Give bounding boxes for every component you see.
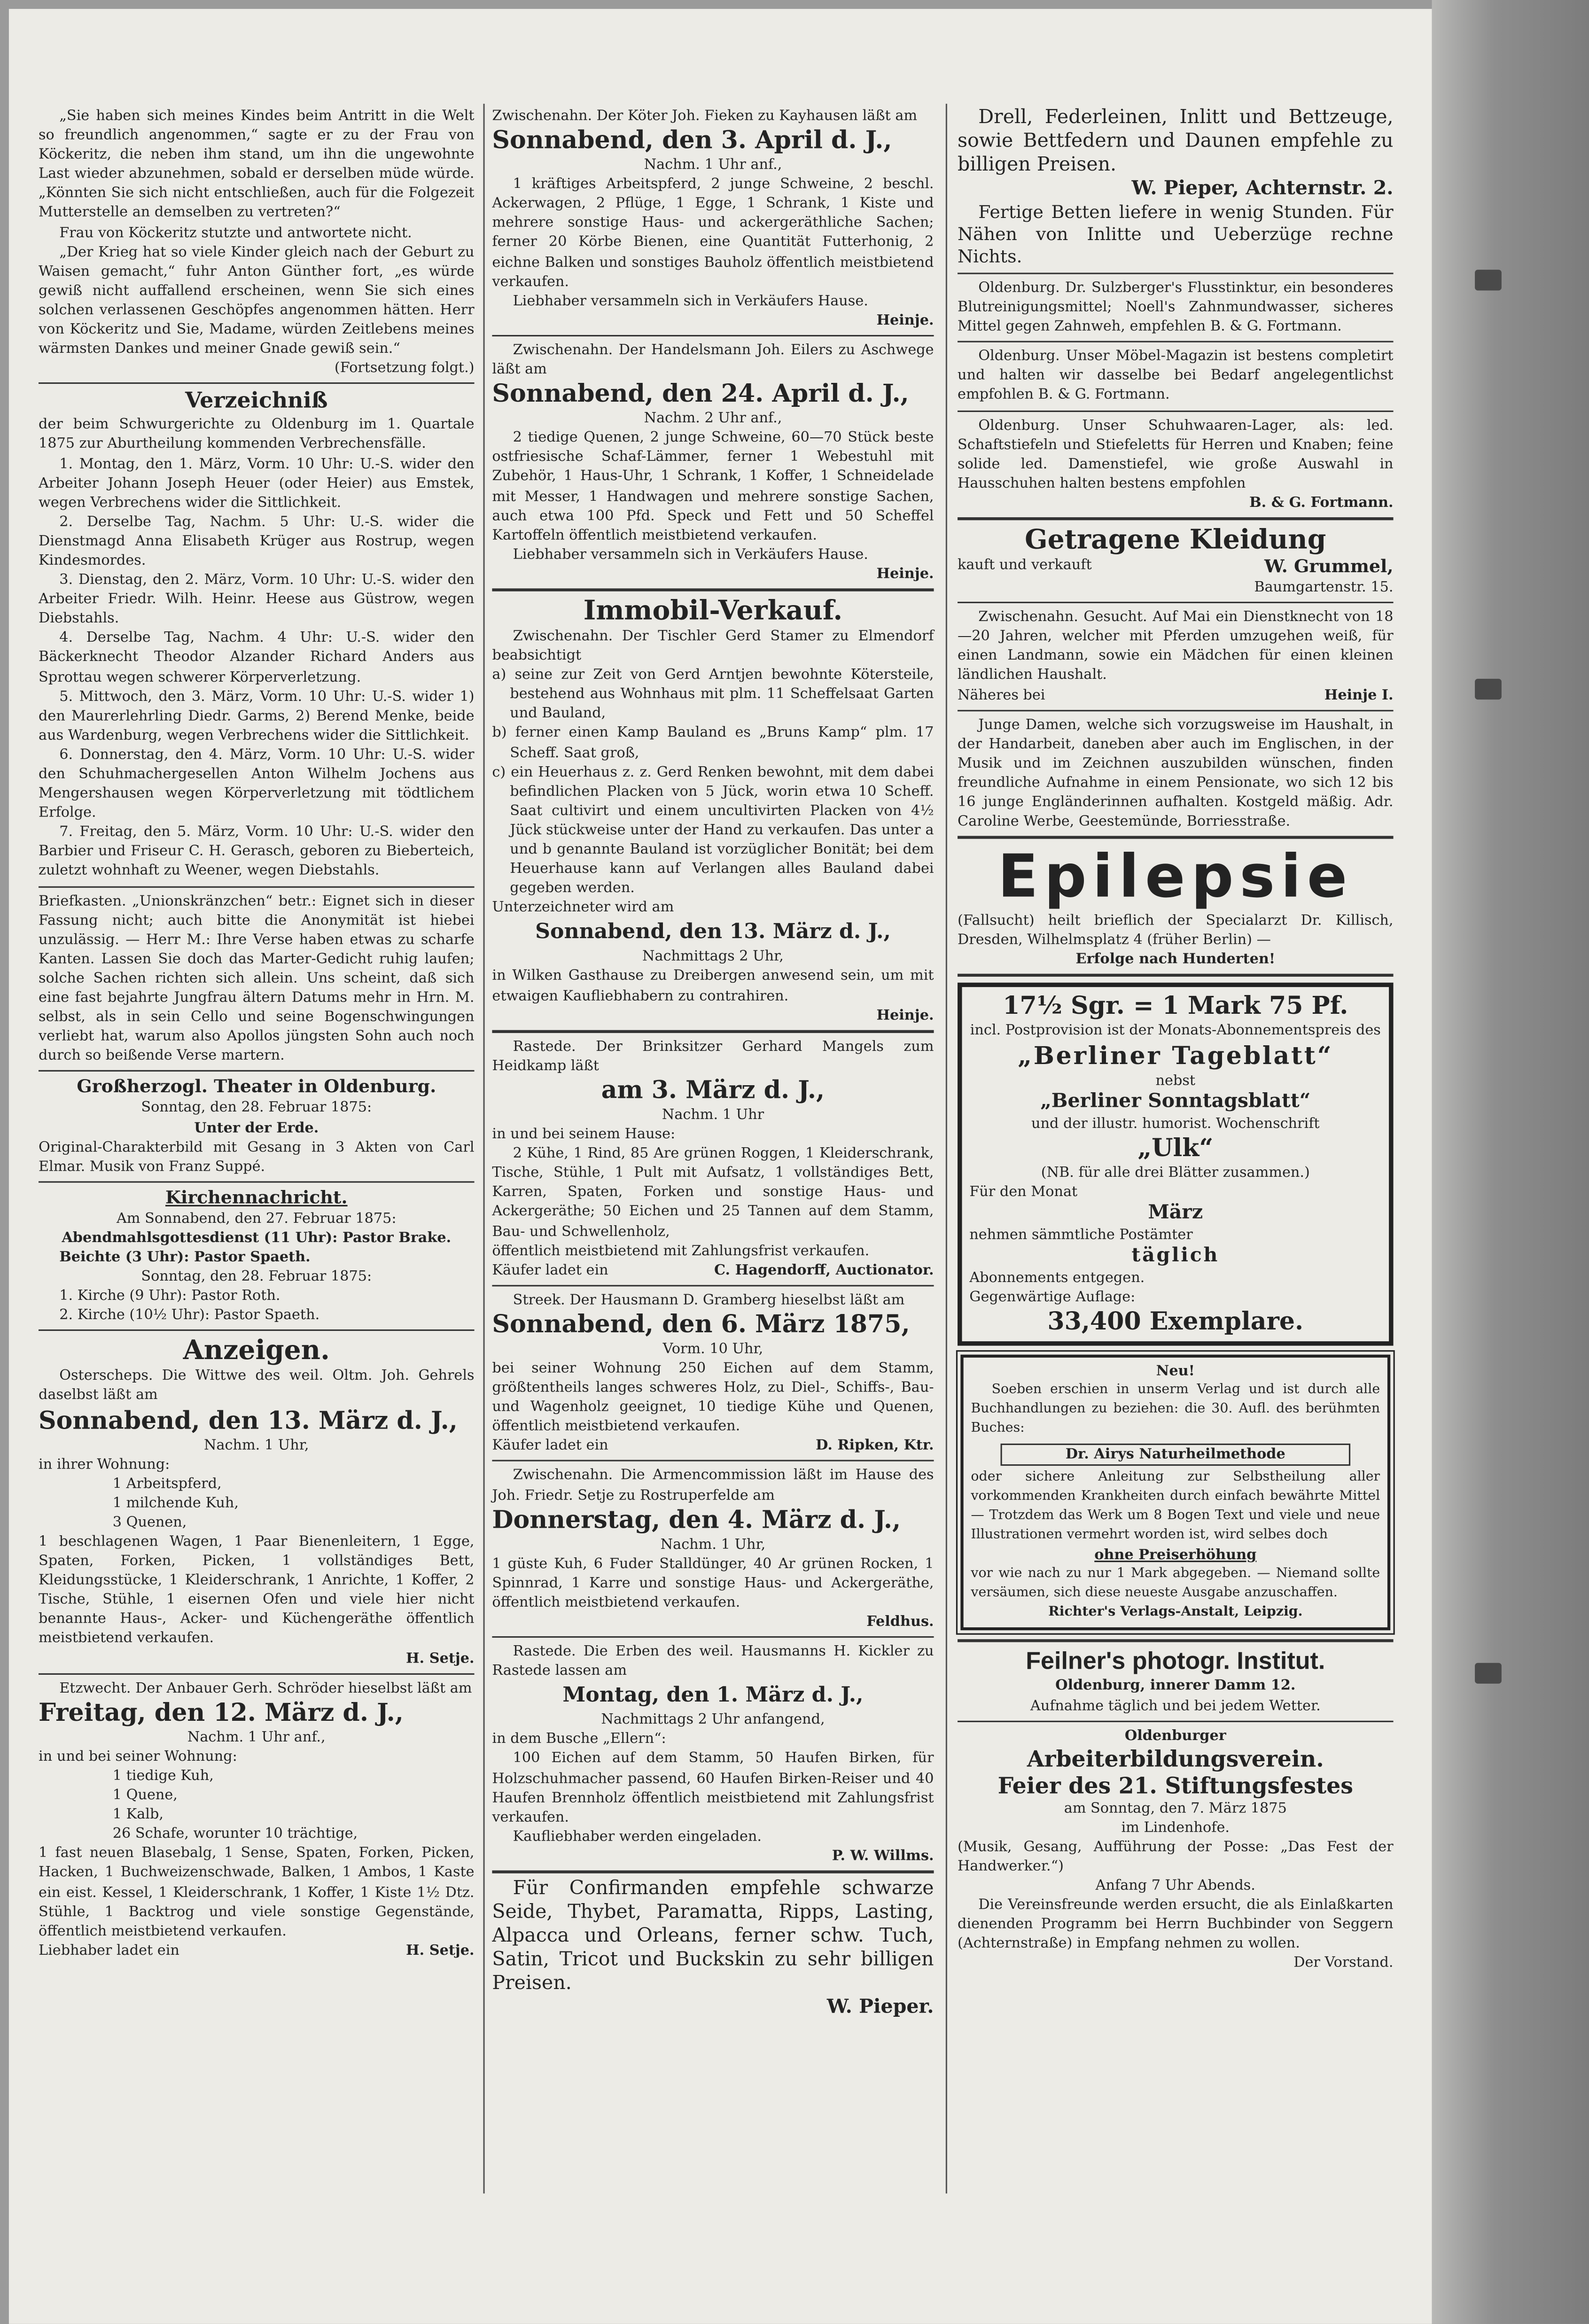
column-right xyxy=(958,107,1394,1974)
ad-intro: Zwischenahn. Die Armencommission läßt im Hause des Joh. Friedr. Setje zu Rostruperfelde am xyxy=(492,1468,934,1504)
tageblatt-humor: und der illustr. humorist. Wochenschrift xyxy=(1031,1115,1320,1132)
divider xyxy=(958,517,1394,520)
knecht-footer xyxy=(958,685,1394,705)
kirchen-line: 2. Kirche (10½ Uhr): Pastor Spaeth. xyxy=(59,1307,320,1324)
case-item: 7. Freitag, den 5. März, Vorm. 10 Uhr: U.-S. wider den Barbier und Friseur C. H. Gerasch, geboren zu Bieberteich, zuletzt wohnhaft zu Weener, wegen Diebstahls. xyxy=(39,824,475,880)
ad-time: Nachm. 1 Uhr anf., xyxy=(187,1729,326,1746)
tageblatt-taeglich: täglich xyxy=(1131,1245,1220,1267)
divider xyxy=(958,974,1394,977)
knecht-ad: Zwischenahn. Gesucht. Auf Mai ein Dienstknecht von 18—20 Jahren, welcher mit Pferden umzugehen weiß, für einen Landmann, sowie ein Mädchen für einen kleinen ländlichen Haushalt. xyxy=(958,609,1394,684)
ad-body: 1 güste Kuh, 6 Fuder Stalldünger, 40 Ar grünen Rocken, 1 Spinnrad, 1 Karre und sonstige Haus- und Ackergeräthe, öffentlich meistbietend verkaufen. xyxy=(492,1555,934,1611)
kirchen-line: 1. Kirche (9 Uhr): Pastor Roth. xyxy=(59,1288,280,1305)
column-rule xyxy=(946,104,947,2193)
divider xyxy=(492,1636,934,1638)
case-item: 4. Derselbe Tag, Nachm. 4 Uhr: U.-S. wider den Bäckerknecht Theodor Alzander Richard Anders aus Sprottau wegen schwerer Körperverletzung. xyxy=(39,630,475,686)
ad-date: Sonnabend, den 13. März d. J., xyxy=(535,921,891,945)
divider xyxy=(39,383,475,384)
ad-date: Donnerstag, den 4. März d. J., xyxy=(492,1505,901,1534)
ad-item: 1 milchende Kuh, xyxy=(112,1495,239,1512)
epilepsie-tail: Erfolge nach Hunderten! xyxy=(1075,952,1276,969)
story-paragraph: „Sie haben sich meines Kindes beim Antritt in die Welt so freundlich angenommen,“ sagte er zu der Frau von Köckeritz, die neben ihm stand, um ihn die ungewohnte Last wieder abzunehmen, sobald er derselben müde würde. „Könnten Sie sich nicht entschließen, auch für die Folgezeit Mutterstelle an demselben zu vertreten?“ xyxy=(39,108,475,222)
tageblatt-nebst: nebst xyxy=(1155,1072,1196,1089)
ad-item: a) seine zur Zeit von Gerd Arntjen bewohnte Kötersteile, bestehend aus Wohnhaus mit plm. 11 Scheffelsaat Garten und Bauland, xyxy=(492,667,934,723)
ad-footer: Kaufliebhaber werden eingeladen. xyxy=(513,1828,762,1845)
theater-title: Großherzogl. Theater in Oldenburg. xyxy=(77,1076,436,1097)
ad-signature: W. Pieper, Achternstr. 2. xyxy=(1131,178,1394,200)
ad-footer-text: Käufer ladet ein xyxy=(492,1438,608,1454)
kleidung-text: kauft und verkauft xyxy=(958,557,1092,574)
ad-signature: Richter's Verlags-Anstalt, Leipzig. xyxy=(1048,1605,1303,1621)
ad-footer: Liebhaber versammeln sich in Verkäufers Hause. xyxy=(513,546,868,563)
binding-hole xyxy=(1475,270,1502,290)
feilner-address: Oldenburg, innerer Damm 12. xyxy=(1055,1678,1296,1695)
ad-item: 26 Schafe, worunter 10 trächtige, xyxy=(112,1826,358,1843)
ad-signature: P. W. Willms. xyxy=(832,1848,934,1865)
theater-date: Sonntag, den 28. Februar 1875: xyxy=(141,1100,372,1117)
neu-box xyxy=(960,1355,1390,1631)
ad-date: Montag, den 1. März d. J., xyxy=(562,1684,864,1708)
ad-date: Sonnabend, den 24. April d. J., xyxy=(492,380,909,408)
ad-signature: Heinje. xyxy=(876,1007,934,1024)
story-paragraph: Frau von Köckeritz stutzte und antwortete nicht. xyxy=(59,225,412,241)
ad-item: 1 Kalb, xyxy=(112,1807,164,1823)
theater-desc: Original-Charakterbild mit Gesang in 3 Akten von Carl Elmar. Musik von Franz Suppé. xyxy=(39,1139,475,1175)
ad-date: Sonnabend, den 6. März 1875, xyxy=(492,1310,910,1338)
verein-body: Die Vereinsfreunde werden ersucht, die als Einlaßkarten dienenden Programm bei Herrn Buchbinder von Seggern (Achternstraße) in Empfang nehmen zu wollen. xyxy=(958,1897,1394,1953)
kleidung-name: W. Grummel, xyxy=(1264,556,1394,577)
case-item: 5. Mittwoch, den 3. März, Vorm. 10 Uhr: U.-S. wider 1) den Maurerlehrling Diedr. Garms, 2) Berend Menke, beide aus Wardenburg, wegen Verbrechens wider die Sittlichkeit. xyxy=(39,688,475,744)
divider xyxy=(492,335,934,336)
ad-footer: Liebhaber versammeln sich in Verkäufers Hause. xyxy=(513,293,868,310)
neu-body: oder sichere Anleitung zur Selbstheilung aller vorkommenden Krankheiten durch einfach bewährte Mittel — Trotzdem das Werk um 8 Bogen Text und viele und neue Illustrationen vermehrt worden ist, wird selbes doch xyxy=(971,1469,1380,1543)
verein-line: (Musik, Gesang, Aufführung der Posse: „Das Fest der Handwerker.“) xyxy=(958,1839,1394,1875)
ad-intro: Rastede. Die Erben des weil. Hausmanns H. Kickler zu Rastede lassen am xyxy=(492,1644,934,1680)
ad-place: in und bei seiner Wohnung: xyxy=(39,1749,237,1765)
feilner-body: Aufnahme täglich und bei jedem Wetter. xyxy=(1030,1697,1321,1714)
tageblatt-line: incl. Postprovision ist der Monats-Abonnementspreis des xyxy=(970,1023,1381,1040)
verein-line: am Sonntag, den 7. März 1875 xyxy=(1064,1800,1287,1817)
ad-place: in ihrer Wohnung: xyxy=(39,1456,170,1473)
verein-fest: Feier des 21. Stiftungsfestes xyxy=(997,1772,1353,1799)
ad-date: Sonnabend, den 3. April d. J., xyxy=(492,126,892,155)
ad-intro: Etzwecht. Der Anbauer Gerh. Schröder hieselbst läßt am xyxy=(59,1680,472,1697)
ad-time: Nachm. 1 Uhr xyxy=(662,1107,764,1124)
verzeichniss-intro: der beim Schwurgerichte zu Oldenburg im 1. Quartale 1875 zur Aburtheilung kommenden Verbrechensfälle. xyxy=(39,417,475,453)
moebel-ad: Oldenburg. Unser Möbel-Magazin ist bestens completirt und halten wir dasselbe bei Bedarf angelegentlichst empfohlen B. & G. Fortmann. xyxy=(958,349,1394,404)
ad-footer-text: Liebhaber ladet ein xyxy=(39,1943,179,1959)
case-item: 3. Dienstag, den 2. März, Vorm. 10 Uhr: U.-S. wider den Arbeiter Friedr. Wilh. Heinr. Heese aus Güstrow, wegen Diebstahls. xyxy=(39,572,475,628)
neu-book: Dr. Airys Naturheilmethode xyxy=(1001,1443,1351,1465)
verein-title: Arbeiterbildungsverein. xyxy=(1027,1745,1324,1772)
ad-intro: Zwischenahn. Der Köter Joh. Fieken zu Kayhausen läßt am xyxy=(492,108,918,125)
tageblatt-abo: Abonnements entgegen. xyxy=(969,1270,1145,1287)
ad-signature: C. Hagendorff, Auctionator. xyxy=(714,1262,934,1279)
kirchen-line: Beichte (3 Uhr): Pastor Spaeth. xyxy=(59,1249,311,1266)
story-paragraph: „Der Krieg hat so viele Kinder gleich nach der Geburt zu Waisen gemacht,“ fuhr Anton Günther fort, „es würde gewiß nicht auffallend erscheinen, wenn Sie sich eines solchen verlassenen Geschöpfes angenommen hätten. Herr von Köckeritz und Sie, Madame, würden Zeitlebens meines wärmsten Dankes und meiner Gnade gewiß sein.“ xyxy=(39,244,475,358)
theater-play: Unter der Erde. xyxy=(194,1119,319,1136)
ad-time: Nachm. 1 Uhr, xyxy=(203,1437,309,1453)
neu-ohne: ohne Preiserhöhung xyxy=(1094,1547,1257,1564)
column-middle xyxy=(492,107,934,2020)
neu-label: Neu! xyxy=(1156,1364,1195,1380)
ad-body: 2 tiedige Quenen, 2 junge Schweine, 60—70 Stück beste ostfriesische Schaf-Lämmer, ferner 1 Webestuhl mit Zubehör, 1 Haus-Uhr, 1 Schrank, 1 Koffer, 1 Schneidelade mit Messer, 1 Handwagen und mehrere sonstige Sachen, auch etwa 100 Pfd. Speck und Fett und 50 Scheffel Kartoffeln öffentlich meistbietend verkaufen. xyxy=(492,430,934,544)
ad-signature: D. Ripken, Ktr. xyxy=(816,1438,934,1454)
drell-ad: Drell, Federleinen, Inlitt und Bettzeuge, sowie Bettfedern und Daunen empfehle zu billigen Preisen. xyxy=(958,107,1394,177)
kirchen-line: Abendmahlsgottesdienst (11 Uhr): Pastor Brake. xyxy=(62,1230,452,1246)
divider xyxy=(492,1030,934,1033)
divider xyxy=(492,1285,934,1286)
divider xyxy=(492,588,934,591)
kleidung-address: Baumgartenstr. 15. xyxy=(1254,579,1394,596)
tageblatt-box xyxy=(958,983,1394,1346)
divider xyxy=(492,1461,934,1462)
ad-signature: H. Setje. xyxy=(406,1943,475,1959)
tageblatt-name: „Berliner Tageblatt“ xyxy=(1018,1041,1333,1070)
tageblatt-nb: (NB. für alle drei Blätter zusammen.) xyxy=(1041,1164,1310,1181)
ad-time: Nachm. 1 Uhr anf., xyxy=(644,157,782,174)
knecht-footer-text: Näheres bei xyxy=(958,687,1045,703)
ad-item: 1 Quene, xyxy=(112,1787,178,1804)
divider xyxy=(39,1673,475,1674)
neu-body: vor wie nach zu nur 1 Mark abgegeben. — Niemand sollte versäumen, sich diese neueste Ausgabe anzuschaffen. xyxy=(971,1567,1380,1601)
verzeichniss-title: Verzeichniß xyxy=(185,389,328,414)
verein-line: Anfang 7 Uhr Abends. xyxy=(1095,1878,1255,1895)
ad-item: 3 Quenen, xyxy=(112,1514,187,1531)
kirchen-line: Sonntag, den 28. Februar 1875: xyxy=(141,1268,372,1285)
ad-text: Unterzeichneter wird am xyxy=(492,900,674,917)
epilepsie-body: (Fallsucht) heilt brieflich der Specialarzt Dr. Killisch, Dresden, Wilhelmsplatz 4 (früher Berlin) — xyxy=(958,913,1394,949)
ad-intro: Zwischenahn. Der Handelsmann Joh. Eilers zu Aschwege läßt am xyxy=(492,342,934,378)
ad-intro: Rastede. Der Brinksitzer Gerhard Mangels zum Heidkamp läßt xyxy=(492,1038,934,1074)
immobil-title: Immobil-Verkauf. xyxy=(583,596,843,627)
briefkasten: Briefkasten. „Unionskränzchen“ betr.: Eignet sich in dieser Fassung nicht; auch bitte die Anonymität ist hiebei unzulässig. — Herr M.: Ihre Verse haben etwas zu scharfe Kanten. Lassen Sie doch das Marter-Gedicht ruhig laufen; solche Sachen richten sich allein. Uns scheint, daß sich eine fast bejahrte Jungfrau ältern Datums mehr in Hrn. M. selbst, als in sein Cello und seine Bogenschwingungen verliebt hat, warum also Apollos jüngsten Sohn auch noch durch so beißende Verse martern. xyxy=(39,893,475,1065)
ad-body: bei seiner Wohnung 250 Eichen auf dem Stamm, größtentheils langes schweres Holz, zu Diel-, Schiffs-, Bau- und Wagenholz geeignet, 10 tiedige Kühe und Quenen, öffentlich meistbietend verkaufen. xyxy=(492,1360,934,1435)
ad-item: c) ein Heuerhaus z. z. Gerd Renken bewohnt, mit dem dabei befindlichen Placken von 5 Jück, worin etwa 10 Scheff. Saat cultivirt und einem uncultivirten Placken von 4½ Jück stückweise unter der Hand zu verkaufen. Das unter a und b genannte Bauland ist vorzüglicher Bonität; bei dem Heuerhause kann auf Verlangen alles Bauland dabei gegeben werden. xyxy=(492,764,934,897)
ad-item: b) ferner einen Kamp Bauland es „Bruns Kamp“ plm. 17 Scheff. Saat groß, xyxy=(492,725,934,762)
ad-body: in Wilken Gasthause zu Dreibergen anwesend sein, um mit etwaigen Kaufliebhabern zu contrahiren. xyxy=(492,968,934,1004)
divider xyxy=(39,1071,475,1072)
ad-place: in und bei seinem Hause: xyxy=(492,1126,676,1143)
story-continued: (Fortsetzung folgt.) xyxy=(334,360,475,377)
ad-body: 2 Kühe, 1 Rind, 85 Are grünen Roggen, 1 Kleiderschrank, Tische, Stühle, 1 Pult mit Aufsatz, 1 vollständiges Bett, Karren, Spaten, Forken und sonstige Haus- und Ackergeräthe; 50 Eichen und 25 Tannen auf dem Stamm, Bau- und Schwellenholz, xyxy=(492,1146,934,1240)
neu-body: Soeben erschien in unserm Verlag und ist durch alle Buchhandlungen zu beziehen: die 30. Aufl. des berühmten Buches: xyxy=(971,1383,1380,1437)
binding-edge xyxy=(1432,0,1589,2324)
epilepsie-title: Epilepsie xyxy=(997,843,1354,912)
kirchen-line: Am Sonnabend, den 27. Februar 1875: xyxy=(116,1210,397,1227)
tageblatt-auflage: Gegenwärtige Auflage: xyxy=(969,1290,1136,1306)
tageblatt-count: 33,400 Exemplare. xyxy=(1047,1307,1304,1336)
case-item: 2. Derselbe Tag, Nachm. 5 Uhr: U.-S. wider die Dienstmagd Anna Elisabeth Krüger aus Rostrup, wegen Kindesmordes. xyxy=(39,514,475,569)
confirmanden-ad: Für Confirmanden empfehle schwarze Seide, Thybet, Paramatta, Ripps, Lasting, Alpacca und Orleans, ferner schw. Tuch, Satin, Tricot und Buckskin zu sehr billigen Preisen. xyxy=(492,1878,934,1995)
column-rule xyxy=(483,104,484,2193)
schuh-ad: Oldenburg. Unser Schuhwaaren-Lager, als: led. Schaftstiefeln und Stiefeletts für Herren und Knaben; feine solide led. Damenstiefel, wie große Auswahl in Hausschuhen halten bestens empfohlen xyxy=(958,417,1394,492)
binding-hole xyxy=(1475,1663,1502,1684)
ad-footer xyxy=(492,1437,934,1456)
ad-place: in dem Busche „Ellern“: xyxy=(492,1732,666,1748)
verein-line: Oldenburger xyxy=(1124,1727,1226,1744)
ad-signature: W. Pieper. xyxy=(826,1996,934,2019)
ad-body: öffentlich meistbietend mit Zahlungsfrist verkaufen. xyxy=(492,1243,870,1259)
column-left xyxy=(39,107,475,1960)
case-item: 1. Montag, den 1. März, Vorm. 10 Uhr: U.-S. wider den Arbeiter Johann Joseph Heuer (oder Heier) aus Emstek, wegen Verbrechens wider die Sittlichkeit. xyxy=(39,456,475,511)
ad-intro: Osterscheps. Die Wittwe des weil. Oltm. Joh. Gehrels daselbst läßt am xyxy=(39,1368,475,1405)
divider xyxy=(39,886,475,887)
ad-footer xyxy=(39,1941,475,1960)
ad-time: Nachmittags 2 Uhr anfangend, xyxy=(601,1712,825,1729)
divider xyxy=(958,836,1394,839)
ad-date: am 3. März d. J., xyxy=(601,1076,825,1104)
case-item: 6. Donnerstag, den 4. März, Vorm. 10 Uhr: U.-S. wider den Schuhmachergesellen Anton Wilhelm Jochens aus Mengershausen wegen Körperverletzung mit tödtlichem Erfolge. xyxy=(39,746,475,822)
ad-signature: Heinje I. xyxy=(1324,687,1394,703)
ad-date: Sonnabend, den 13. März d. J., xyxy=(39,1406,458,1434)
ad-signature: H. Setje. xyxy=(406,1650,475,1667)
verein-line: im Lindenhofe. xyxy=(1121,1819,1230,1836)
ad-item: 1 Arbeitspferd, xyxy=(112,1476,222,1492)
divider xyxy=(958,602,1394,603)
kleidung-line xyxy=(958,556,1394,578)
binding-hole xyxy=(1475,679,1502,700)
kirchen-title: Kirchennachricht. xyxy=(165,1187,348,1208)
ad-signature: Feldhus. xyxy=(866,1614,934,1631)
divider xyxy=(958,709,1394,711)
ad-body: 1 kräftiges Arbeitspferd, 2 junge Schweine, 2 beschl. Ackerwagen, 2 Pflüge, 1 Egge, 1 Schrank, 1 Kiste und mehrere sonstige Haus- und ackergeräthliche Sachen; ferner 20 Körbe Bienen, eine Quantität Futterhonig, 2 eichne Balken und sonstiges Bauholz öffentlich meistbietend verkaufen. xyxy=(492,177,934,290)
divider xyxy=(39,1330,475,1331)
divider xyxy=(492,1871,934,1873)
sulzberger-ad: Oldenburg. Dr. Sulzberger's Flusstinktur, ein besonderes Blutreinigungsmittel; Noell's Zahnmundwasser, sicheres Mittel gegen Zahnweh, empfehlen B. & G. Fortmann. xyxy=(958,280,1394,335)
tageblatt-monat: Für den Monat xyxy=(969,1184,1078,1200)
ad-footer-text: Käufer ladet ein xyxy=(492,1262,608,1279)
divider xyxy=(958,272,1394,274)
ad-body: 1 beschlagenen Wagen, 1 Paar Bienenleitern, 1 Egge, Spaten, Forken, Picken, 1 vollständiges Bett, Kleidungsstücke, 1 Kleiderschrank, 1 Anrichte, 1 Koffer, 2 Tische, Stühle, 1 eisernen Ofen und viele hier nicht benannte Haus-, Acker- und Küchengeräthe öffentlich meistbietend verkaufen. xyxy=(39,1534,475,1648)
ad-signature: Der Vorstand. xyxy=(1293,1955,1394,1972)
tageblatt-sonntag: „Berliner Sonntagsblatt“ xyxy=(1040,1090,1311,1113)
ad-intro: Streek. Der Hausmann D. Gramberg hieselbst läßt am xyxy=(513,1292,905,1309)
ad-body: 1 fast neuen Blasebalg, 1 Sense, Spaten, Forken, Picken, Hacken, 1 Buchweizenschwade, Balken, 1 Ambos, 1 Kaste ein eist. Kessel, 1 Kleiderschrank, 1 Koffer, 1 Kiste 1½ Dtz. Stühle, 1 Backtrog und viele sonstige Gegenstände, öffentlich meistbietend verkaufen. xyxy=(39,1845,475,1940)
kleidung-title: Getragene Kleidung xyxy=(1025,524,1326,556)
drell-ad-more: Fertige Betten liefere in wenig Stunden. Für Nähen von Inlitte und Ueberzüge rechne Nichts. xyxy=(958,202,1394,267)
ad-footer xyxy=(492,1261,934,1280)
tageblatt-maerz: März xyxy=(1148,1202,1203,1224)
damen-ad: Junge Damen, welche sich vorzugsweise im Haushalt, in der Handarbeit, daneben aber auch im Englischen, in der Musik und im Zeichnen auszubilden wünschen, finden freundliche Aufnahme in einem Pensionate, wo sich 12 bis 16 junge Engländerinnen aufhalten. Kostgeld mäßig. Adr. Caroline Werbe, Geestemünde, Borriesstraße. xyxy=(958,716,1394,830)
tageblatt-price: 17½ Sgr. = 1 Mark 75 Pf. xyxy=(1003,992,1348,1020)
divider xyxy=(958,1720,1394,1722)
ad-signature: B. & G. Fortmann. xyxy=(1249,495,1394,512)
ad-date: Freitag, den 12. März d. J., xyxy=(39,1698,404,1726)
feilner-title: Feilner's photogr. Institut. xyxy=(1026,1648,1325,1676)
ad-body: 100 Eichen auf dem Stamm, 50 Haufen Birken, für Holzschuhmacher passend, 60 Haufen Birken-Reiser und 40 Haufen Brennholz öffentlich meistbietend mit Zahlungsfrist verkaufen. xyxy=(492,1751,934,1826)
tageblatt-post: nehmen sämmtliche Postämter xyxy=(969,1227,1193,1244)
ad-time: Vorm. 10 Uhr, xyxy=(662,1341,763,1358)
tageblatt-ulk: „Ulk“ xyxy=(1137,1133,1214,1162)
ad-time: Nachm. 1 Uhr, xyxy=(660,1536,766,1553)
ad-signature: Heinje. xyxy=(876,312,934,329)
divider xyxy=(39,1181,475,1182)
ad-item: 1 tiedige Kuh, xyxy=(112,1768,214,1785)
ad-signature: Heinje. xyxy=(876,566,934,583)
ad-time: Nachmittags 2 Uhr, xyxy=(642,949,784,965)
divider xyxy=(958,410,1394,412)
anzeigen-title: Anzeigen. xyxy=(183,1336,330,1367)
divider xyxy=(958,1640,1394,1643)
ad-intro: Zwischenahn. Der Tischler Gerd Stamer zu Elmendorf beabsichtigt xyxy=(492,628,934,664)
ad-time: Nachm. 2 Uhr anf., xyxy=(644,411,782,427)
divider xyxy=(958,342,1394,343)
